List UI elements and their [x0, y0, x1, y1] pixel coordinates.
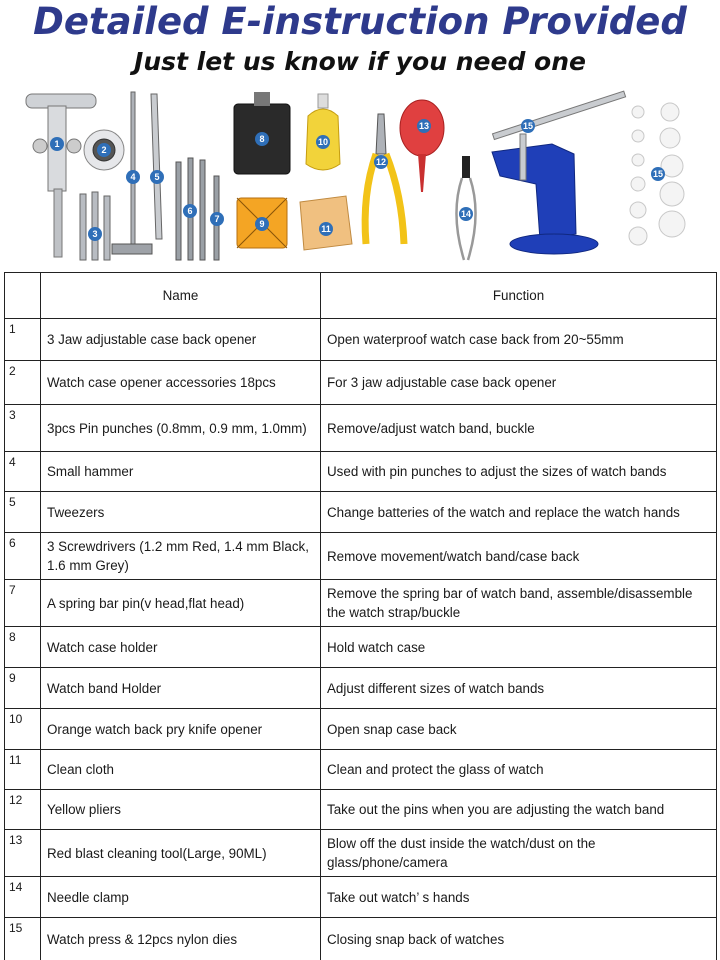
- row-name: Clean cloth: [41, 750, 321, 790]
- table-row: [5, 580, 717, 627]
- row-number: 8: [5, 627, 41, 668]
- row-function: For 3 jaw adjustable case back opener: [321, 361, 717, 405]
- screwdrivers-icon: [176, 158, 219, 260]
- row-function: Open snap case back: [321, 709, 717, 750]
- badge-15-press: 15: [522, 121, 534, 131]
- row-name: 3 Screwdrivers (1.2 mm Red, 1.4 mm Black, 1.6 mm Grey): [41, 533, 321, 580]
- table-row: [5, 709, 717, 750]
- row-number: 6: [5, 533, 41, 580]
- badge-14: 14: [460, 209, 472, 219]
- pry-knife-icon: [306, 94, 340, 170]
- pliers-icon: [365, 114, 404, 244]
- badge-3: 3: [92, 229, 98, 239]
- blower-icon: [400, 100, 444, 192]
- pin-punches-icon: [80, 192, 110, 260]
- table-row: [5, 627, 717, 668]
- table-row: [5, 405, 717, 452]
- table-row: [5, 830, 717, 877]
- header-function: Function: [321, 273, 717, 319]
- row-number: 13: [5, 830, 41, 877]
- header-name: Name: [41, 273, 321, 319]
- row-function: Take out watch’ s hands: [321, 877, 717, 918]
- row-number: 9: [5, 668, 41, 709]
- badge-12: 12: [375, 157, 387, 167]
- table-row: [5, 452, 717, 492]
- badge-5: 5: [154, 172, 160, 182]
- table-row: [5, 319, 717, 361]
- table-row: [5, 492, 717, 533]
- watch-press-icon: [492, 91, 626, 254]
- row-number: 3: [5, 405, 41, 452]
- badge-11: 11: [321, 224, 331, 234]
- row-number: 15: [5, 918, 41, 960]
- row-function: Remove the spring bar of watch band, assemble/disassemble the watch strap/buckle: [321, 580, 717, 627]
- row-name: Watch case holder: [41, 627, 321, 668]
- page-subtitle: Just let us know if you need one: [134, 47, 586, 76]
- row-function: Hold watch case: [321, 627, 717, 668]
- row-function: Change batteries of the watch and replace the watch hands: [321, 492, 717, 533]
- table-row: [5, 361, 717, 405]
- badge-2: 2: [101, 145, 107, 155]
- row-name: A spring bar pin(v head,flat head): [41, 580, 321, 627]
- row-name: Orange watch back pry knife opener: [41, 709, 321, 750]
- row-function: Closing snap back of watches: [321, 918, 717, 960]
- row-number: 2: [5, 361, 41, 405]
- row-function: Take out the pins when you are adjusting the watch band: [321, 790, 717, 830]
- row-name: Red blast cleaning tool(Large, 90ML): [41, 830, 321, 877]
- row-function: Used with pin punches to adjust the sizes of watch bands: [321, 452, 717, 492]
- table-row: [5, 918, 717, 960]
- table-row: [5, 877, 717, 918]
- page-title: Detailed E-instruction Provided: [33, 0, 687, 43]
- row-name: Watch press & 12pcs nylon dies: [41, 918, 321, 960]
- row-name: Tweezers: [41, 492, 321, 533]
- row-name: 3 Jaw adjustable case back opener: [41, 319, 321, 361]
- badge-9: 9: [259, 219, 265, 229]
- badge-7: 7: [214, 214, 220, 224]
- row-function: Remove/adjust watch band, buckle: [321, 405, 717, 452]
- row-function: Adjust different sizes of watch bands: [321, 668, 717, 709]
- row-function: Clean and protect the glass of watch: [321, 750, 717, 790]
- badge-15-dies: 15: [652, 169, 664, 179]
- table-row: [5, 750, 717, 790]
- tool-function-table: [4, 272, 717, 960]
- table-row: [5, 533, 717, 580]
- tweezers-icon: [151, 94, 162, 239]
- table-header-row: [5, 273, 717, 319]
- table-row: [5, 668, 717, 709]
- row-function: Open waterproof watch case back from 20~55mm: [321, 319, 717, 361]
- row-number: 12: [5, 790, 41, 830]
- table-row: [5, 790, 717, 830]
- row-number: 1: [5, 319, 41, 361]
- row-name: Watch case opener accessories 18pcs: [41, 361, 321, 405]
- row-name: Watch band Holder: [41, 668, 321, 709]
- badge-1: 1: [54, 139, 60, 149]
- badge-6: 6: [187, 206, 193, 216]
- row-name: Small hammer: [41, 452, 321, 492]
- header-no: [5, 273, 41, 319]
- row-name: Yellow pliers: [41, 790, 321, 830]
- row-number: 7: [5, 580, 41, 627]
- row-number: 14: [5, 877, 41, 918]
- row-name: 3pcs Pin punches (0.8mm, 0.9 mm, 1.0mm): [41, 405, 321, 452]
- row-number: 10: [5, 709, 41, 750]
- row-name: Needle clamp: [41, 877, 321, 918]
- badge-13: 13: [418, 121, 430, 131]
- badge-4: 4: [130, 172, 136, 182]
- row-number: 4: [5, 452, 41, 492]
- row-function: Blow off the dust inside the watch/dust on the glass/phone/camera: [321, 830, 717, 877]
- row-number: 5: [5, 492, 41, 533]
- badge-10: 10: [317, 137, 329, 147]
- badge-8: 8: [259, 134, 265, 144]
- row-number: 11: [5, 750, 41, 790]
- tools-illustration: [0, 84, 720, 266]
- row-function: Remove movement/watch band/case back: [321, 533, 717, 580]
